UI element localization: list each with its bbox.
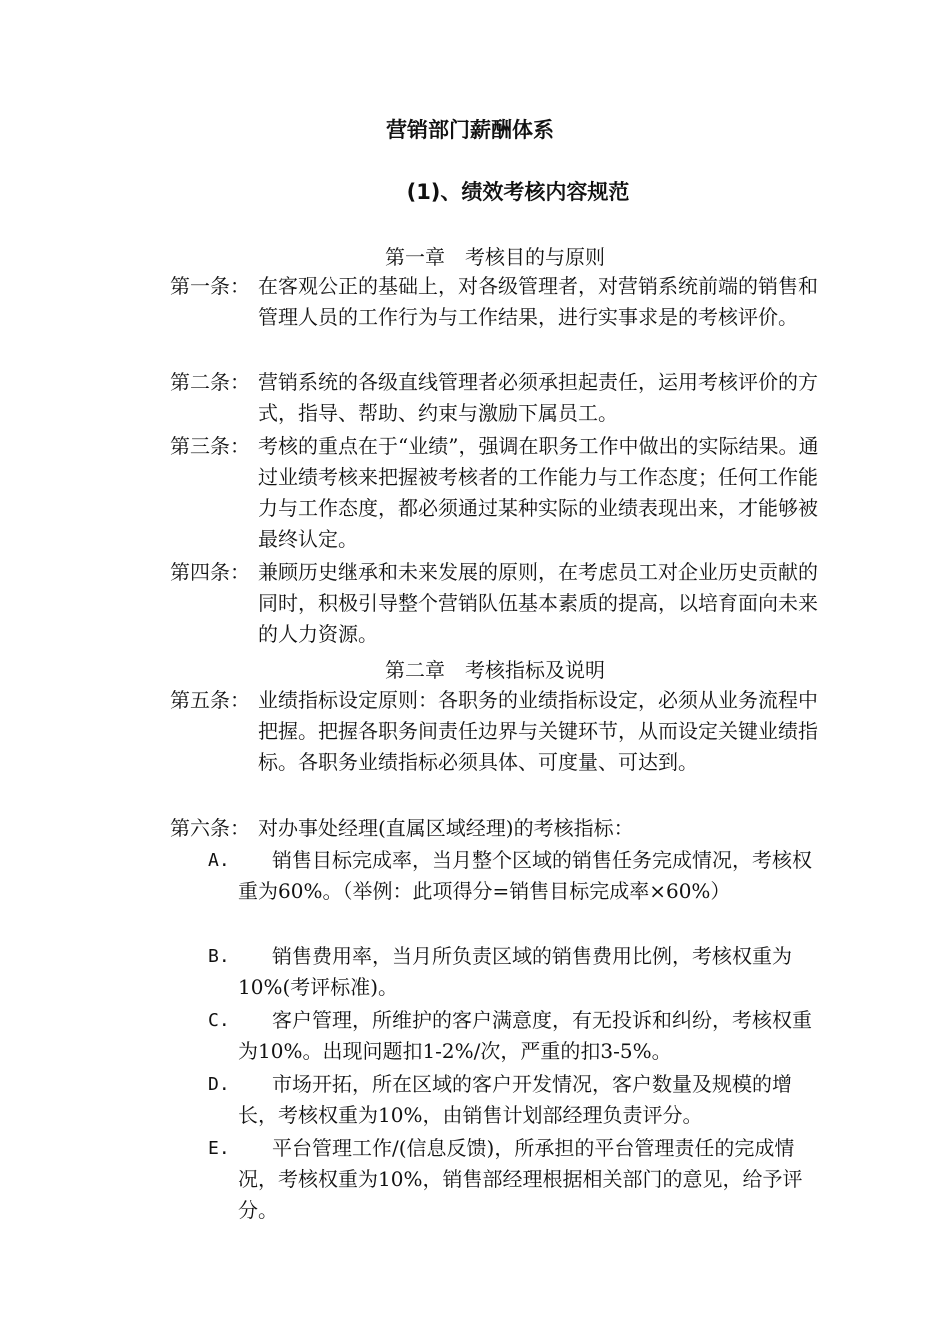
list-item-text: 市场开拓，所在区域的客户开发情况，客户数量及规模的增长，考核权重为10%，由销售计划部经理负责评分。 [238, 1072, 792, 1127]
list-item-b [208, 941, 823, 1003]
list-item-letter: D. [208, 1074, 230, 1095]
article-text: 考核的重点在于“业绩”，强调在职务工作中做出的实际结果。通过业绩考核来把握被考核者的工作能力与工作态度；任何工作能力与工作态度，都必须通过某种实际的业绩表现出来，才能够被最终认定。 [258, 434, 819, 551]
article-3 [170, 431, 825, 555]
article-text: 营销系统的各级直线管理者必须承担起责任，运用考核评价的方式，指导、帮助、约束与激励下属员工。 [258, 370, 818, 425]
list-item-letter: E. [208, 1138, 230, 1159]
document-subtitle: (1)、绩效考核内容规范 [406, 180, 630, 204]
article-4 [170, 557, 825, 650]
article-text: 兼顾历史继承和未来发展的原则，在考虑员工对企业历史贡献的同时，积极引导整个营销队伍基本素质的提高，以培育面向未来的人力资源。 [258, 560, 818, 646]
list-item-text: 销售目标完成率，当月整个区域的销售任务完成情况，考核权重为60%。（举例：此项得分=销售目标完成率×60%） [238, 848, 812, 903]
document-title: 营销部门薪酬体系 [386, 118, 554, 142]
article-label: 第一条： [170, 274, 250, 298]
article-5 [170, 685, 825, 778]
list-item-d [208, 1069, 823, 1131]
list-item-text: 平台管理工作/(信息反馈)，所承担的平台管理责任的完成情况，考核权重为10%，销售部经理根据相关部门的意见，给予评分。 [238, 1136, 803, 1222]
article-6 [170, 813, 825, 844]
article-text: 业绩指标设定原则：各职务的业绩指标设定，必须从业务流程中把握。把握各职务间责任边界与关键环节，从而设定关键业绩指标。各职务业绩指标必须具体、可度量、可达到。 [258, 688, 818, 774]
list-item-e [208, 1133, 823, 1226]
article-2 [170, 367, 825, 429]
article-text: 在客观公正的基础上，对各级管理者，对营销系统前端的销售和管理人员的工作行为与工作结果，进行实事求是的考核评价。 [258, 274, 818, 329]
list-item-c [208, 1005, 823, 1067]
list-item-text: 客户管理，所维护的客户满意度，有无投诉和纠纷，考核权重为10%。出现问题扣1-2%/次，严重的扣3-5%。 [238, 1008, 812, 1063]
article-label: 第五条： [170, 688, 250, 712]
article-label: 第三条： [170, 434, 250, 458]
list-item-letter: C. [208, 1010, 230, 1031]
chapter-heading-2: 第二章 考核指标及说明 [385, 658, 605, 682]
article-label: 第二条： [170, 370, 250, 394]
chapter-heading-1: 第一章 考核目的与原则 [385, 245, 605, 269]
list-item-letter: A. [208, 850, 230, 871]
article-text: 对办事处经理(直属区域经理)的考核指标： [258, 816, 634, 840]
list-item-letter: B. [208, 946, 230, 967]
list-item-a [208, 845, 823, 907]
article-label: 第四条： [170, 560, 250, 584]
list-item-text: 销售费用率，当月所负责区域的销售费用比例，考核权重为10%(考评标准)。 [238, 944, 792, 999]
article-1 [170, 271, 825, 333]
article-label: 第六条： [170, 816, 250, 840]
